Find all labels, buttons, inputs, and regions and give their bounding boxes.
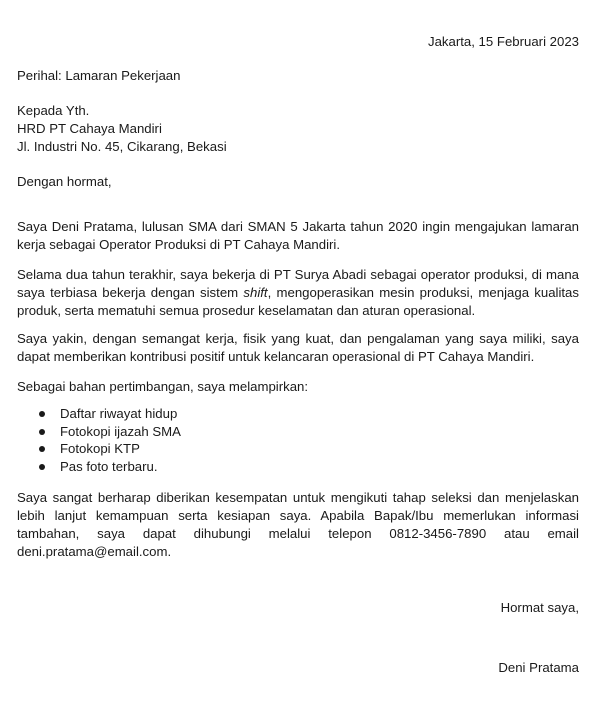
paragraph-experience: [17, 266, 579, 320]
recipient-salutation: Kepada Yth.: [17, 103, 90, 118]
bullet-icon: [39, 446, 45, 452]
bullet-icon: [39, 411, 45, 417]
attachment-list: [17, 405, 181, 475]
letter-subject: Perihal: Lamaran Pekerjaan: [17, 68, 181, 83]
paragraph-experience-italic: shift: [243, 285, 268, 300]
paragraph-motivation: Saya yakin, dengan semangat kerja, fisik yang kuat, dan pengalaman yang saya miliki, saya dapat memberikan kontribusi positif untuk kelancaran operasional di PT Cahaya Mandiri.: [17, 331, 579, 364]
paragraph-experience-text-2: , mengoperasikan mesin produksi, menjaga kualitas produk, serta mematuhi semua prosedur keselamatan dan aturan operasional.: [17, 285, 579, 318]
paragraph-attachments-intro: Sebagai bahan pertimbangan, saya melampirkan:: [17, 379, 309, 394]
bullet-icon: [39, 429, 45, 435]
list-item: [17, 423, 181, 441]
paragraph-experience-text-1: Selama dua tahun terakhir, saya bekerja di PT Surya Abadi sebagai operator produksi, di mana saya terbiasa bekerja dengan sistem: [17, 267, 579, 300]
letter-date: Jakarta, 15 Februari 2023: [427, 34, 579, 49]
attachment-label: Fotokopi ijazah SMA: [60, 423, 181, 439]
attachment-label: Daftar riwayat hidup: [60, 406, 178, 421]
signature-name: Deni Pratama: [498, 660, 579, 675]
paragraph-intro: Saya Deni Pratama, lulusan SMA dari SMAN 5 Jakarta tahun 2020 ingin mengajukan lamaran kerja sebagai Operator Produksi di PT Cahaya Mandiri.: [17, 219, 579, 252]
list-item: [17, 458, 181, 476]
attachment-label: Fotokopi KTP: [60, 441, 140, 456]
greeting: Dengan hormat,: [17, 174, 112, 189]
bullet-icon: [39, 464, 45, 470]
list-item: [17, 440, 181, 458]
list-item: [17, 405, 181, 423]
paragraph-closing: Saya sangat berharap diberikan kesempatan untuk mengikuti tahap seleksi dan menjelaskan lebih lanjut kemampuan serta kesiapan saya. Apabila Bapak/Ibu memerlukan informasi tambahan, saya dapat dihubungi melalui telepon 0812-3456-7890 atau email deni.pratama@email.com.: [17, 490, 579, 559]
recipient-company: HRD PT Cahaya Mandiri: [17, 121, 162, 136]
recipient-block: [17, 102, 227, 156]
closing-phrase: Hormat saya,: [500, 600, 579, 615]
attachment-label: Pas foto terbaru.: [60, 458, 158, 474]
recipient-address: Jl. Industri No. 45, Cikarang, Bekasi: [17, 139, 227, 154]
